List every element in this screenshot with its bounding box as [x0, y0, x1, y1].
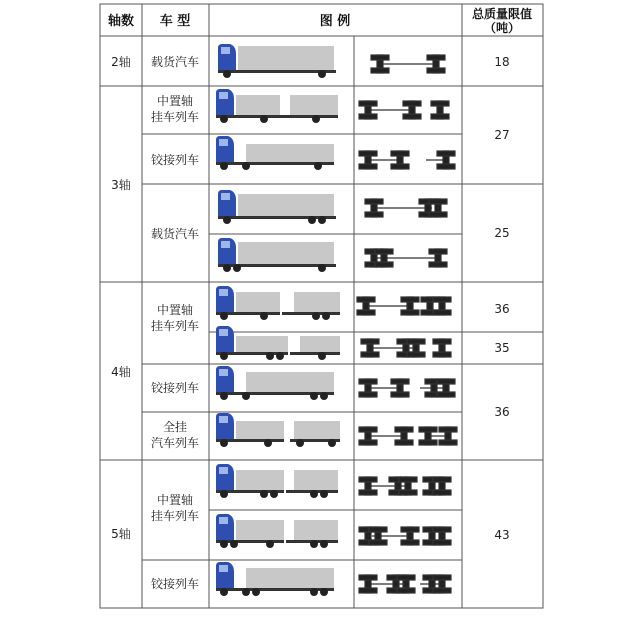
header-axles: 轴数 [107, 14, 135, 29]
type-label: 挂车列车 [150, 110, 200, 124]
limit-value: 43 [494, 528, 510, 542]
type-label: 中置轴 [156, 493, 194, 507]
limit-value: 35 [494, 341, 510, 355]
header-type: 车 型 [159, 14, 191, 29]
axle-count-3: 3轴 [111, 178, 131, 192]
type-label: 全挂 [162, 420, 188, 434]
axle-diagram [359, 379, 455, 397]
type-label: 挂车列车 [150, 319, 200, 333]
header-limit-line2: （吨） [483, 21, 521, 35]
rigid-truck-illustration [218, 190, 336, 224]
axle-diagram [365, 199, 447, 217]
axle-count-4: 4轴 [111, 365, 131, 379]
type-label: 载货汽车 [150, 55, 200, 69]
limit-value: 36 [494, 405, 510, 419]
limit-value: 25 [494, 226, 510, 240]
axle-count-5: 5轴 [111, 527, 131, 541]
type-label: 挂车列车 [150, 509, 200, 523]
limit-value: 36 [494, 302, 510, 316]
type-label: 铰接列车 [150, 577, 200, 591]
articulated-illustration [216, 562, 334, 596]
articulated-illustration [216, 366, 334, 400]
truck-trailer-illustration [216, 464, 338, 498]
axle-diagram [361, 339, 451, 357]
rigid-truck-illustration [218, 238, 336, 272]
header-limit-line1: 总质量限值 [471, 7, 533, 21]
articulated-illustration [216, 136, 334, 170]
full-trailer-illustration [216, 413, 340, 447]
table-header [108, 6, 532, 35]
axle-diagram [359, 575, 451, 593]
axle-diagram [359, 151, 455, 169]
limit-value: 18 [494, 55, 510, 69]
truck-trailer-illustration [216, 514, 338, 548]
type-label: 铰接列车 [150, 153, 200, 167]
truck-trailer-illustration [216, 89, 338, 123]
axle-diagram [359, 477, 451, 495]
axle-diagram [359, 427, 457, 445]
axle-diagram [365, 249, 447, 267]
type-label: 中置轴 [156, 303, 194, 317]
type-label: 铰接列车 [150, 381, 200, 395]
type-label: 汽车列车 [150, 436, 200, 450]
limit-value: 27 [494, 128, 510, 142]
type-label: 载货汽车 [150, 227, 200, 241]
truck-trailer-illustration [216, 326, 340, 360]
header-diagram: 图 例 [319, 14, 351, 29]
type-label: 中置轴 [156, 94, 194, 108]
axle-diagram [371, 55, 445, 73]
axle-diagram [359, 527, 451, 545]
truck-trailer-illustration [216, 286, 340, 320]
axle-diagram [359, 101, 449, 119]
rigid-truck-illustration [218, 44, 336, 78]
axle-count-2: 2轴 [111, 55, 131, 69]
axle-diagram [357, 297, 451, 315]
